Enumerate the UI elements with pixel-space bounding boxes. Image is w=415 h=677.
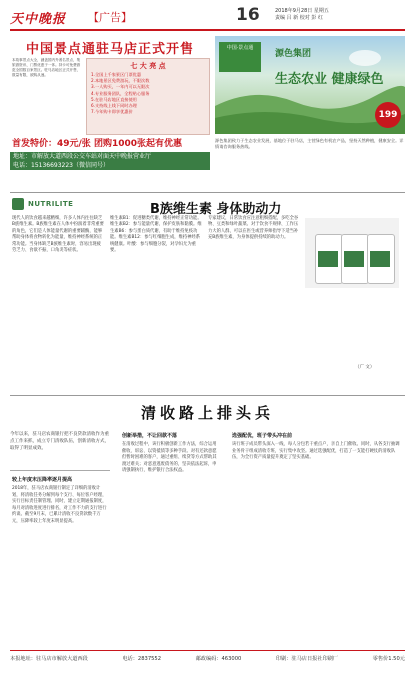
highlights-box <box>86 58 210 135</box>
feature-headline: B族维生素 身体助动力 <box>150 202 282 217</box>
byline: （广 文） <box>355 365 375 370</box>
editors-text: 责编 吕 新 校对 彭 红 <box>275 15 323 21</box>
subheading: 创新举措，不让回款不落 <box>122 433 178 439</box>
highlight-item: 2.本地景区免费游玩，不限次数 <box>91 78 150 84</box>
page-number: 16 <box>236 5 260 25</box>
address-line: 地址：市解放大道西段公交车站对面天中晚报营业厅 <box>13 153 152 160</box>
ad-yuanse <box>215 36 405 186</box>
page-header <box>10 5 405 27</box>
price-line: 首发特价：49元/张 团购1000张起有优惠 <box>12 139 182 149</box>
bottle-icon <box>367 234 395 284</box>
ad-right-body: 源色集团致力于生态农业发展，基地位于驻马店，主营绿色有机农产品，坚持天然种植，健康安全。详情请咨询服务热线。 <box>215 138 404 149</box>
phone-line: 电话：15136693223（微信同号） <box>13 162 109 169</box>
highlight-item: 4.专业服务团队，全程贴心服务 <box>91 90 150 96</box>
footer-phone: 电话：2837552 <box>122 656 162 662</box>
product-image <box>305 218 399 288</box>
address-banner <box>10 152 210 170</box>
leaf-icon <box>12 198 24 210</box>
highlight-item: 6.支持线上线下同时办理 <box>91 103 137 109</box>
bottle-icon <box>315 234 343 284</box>
dateline <box>275 8 329 22</box>
subheading: 较上年度末压降率逐月提高 <box>12 477 73 483</box>
footer-printer: 印刷：驻马店日报社印刷厂 <box>275 656 339 662</box>
section-rule <box>10 395 405 396</box>
highlights-title: 七 大 亮 点 <box>130 62 166 70</box>
ad-jingdiantong <box>10 36 210 186</box>
ad-intro: 本故事景点大全，涵盖国内外著名景点，集旅游资讯、门票优惠于一体。持卡可免费游览全国数百家景区。驻马店地区正式开售，数量有限，欲购从速。 <box>12 58 81 77</box>
highlight-item: 1.全国上千家景区门票优惠 <box>91 72 142 77</box>
article-column-3: 该行班子成员带头深入一线，每人分包若干重点户，亲自上门催收。同时，从各支行抽调业务骨干组成清收专班，实行集中攻坚。通过选强配优，打造了一支能打硬仗的清收队伍，为全行资产质量提升奠定了坚实基础。 <box>232 442 400 460</box>
masthead: 天中晚报 <box>10 12 67 27</box>
page-footer <box>10 655 405 662</box>
article-column-2: 在清收过程中，该行积极创新工作方法，综合运用催收、诉讼、以资抵债等多种手段。对有还款意愿但暂时困难的客户，通过重组、续贷等方式帮助其渡过难关；对恶意逃废债务的，坚决依法起诉，申请强制执行，维护银行合法权益。 <box>122 442 217 473</box>
lead-rule <box>10 470 110 471</box>
ad-landscape-image <box>215 36 405 134</box>
highlights-list <box>91 72 207 115</box>
ad-slogan: 生态农业 健康绿色 <box>275 72 384 87</box>
subheading: 选强配优，班子带头冲在前 <box>232 433 293 439</box>
bottle-icon <box>341 234 369 284</box>
feature-column-2: 维生素B1：促进糖类代谢，维持神经正常功能。维生素B2：参与能量代谢，保护皮肤和黏膜。维生素B6：参与蛋白质代谢，有助于维持免疫功能。维生素B12：参与红细胞生成，维持神经系统健康。叶酸：参与细胞分裂，对孕妇尤为重要。 <box>110 216 202 254</box>
footer-postcode: 邮政编码：463000 <box>195 656 242 662</box>
logo-text: NUTRILITE <box>28 200 74 208</box>
highlight-item: 7.今年购卡即享优惠价 <box>91 109 133 115</box>
feature-column-3: 专家建议，日常饮食应注意粗细搭配，多吃全谷物、豆类和绿叶蔬菜。对于饮食不规律、工作压力大的人群，可以在医生或营养师指导下适当补充B族维生素，为身体提供持续的助动力。 <box>208 216 299 241</box>
section-label: 【广告】 <box>88 11 132 24</box>
article-lead: 今年以来，驻马店农商银行把不良贷款清收作为重点工作来抓，成立专门清收队伍，创新清收方式，取得了明显成效。 <box>10 432 109 451</box>
feature-column-1: 现代人的饮食越来越精细，许多人体内往往缺乏B族维生素。B族维生素在人体中扮演着非常重要的角色，它们是人体能量代谢的重要辅酶，能够帮助身体将食物转化为能量，维持神经系统的正常功能。当身体缺乏B族维生素时，容易出现疲劳乏力、食欲不振、口角炎等症状。 <box>12 216 104 254</box>
footer-price: 零售价1.50元 <box>372 656 405 662</box>
ad-tag: 中国·景点通 <box>219 42 261 72</box>
highlight-item: 3.一人购买，一年内可以无限次 <box>91 84 150 90</box>
ad-title: 中国景点通驻马店正式开售 <box>25 42 194 57</box>
ad-brand: 源色集团 <box>275 49 312 59</box>
price-badge: 199 <box>375 102 401 128</box>
highlight-item: 5.在驻马店地区直接使用 <box>91 96 137 102</box>
article-headline: 清收路上排头兵 <box>140 404 274 422</box>
top-advertisement <box>10 36 405 186</box>
article-column-1: 2018年，驻马店农商银行制定了详细的清收计划，将清收任务分解到每个支行、每位客户经理，实行目标责任制管理。同时，建立定期通报制度，每月对清收进度进行排名，对工作不力的支行进行约谈。截至9月末，已累计清收不良贷款数千万元，压降率较上年度末明显提高。 <box>12 486 107 524</box>
date-text: 2018年9月28日 星期五 <box>275 8 329 14</box>
section-rule <box>10 192 405 193</box>
footer-address: 本报地址：驻马店市解放大道西段 <box>10 656 88 662</box>
header-rule <box>10 29 405 31</box>
footer-rule <box>10 650 405 651</box>
